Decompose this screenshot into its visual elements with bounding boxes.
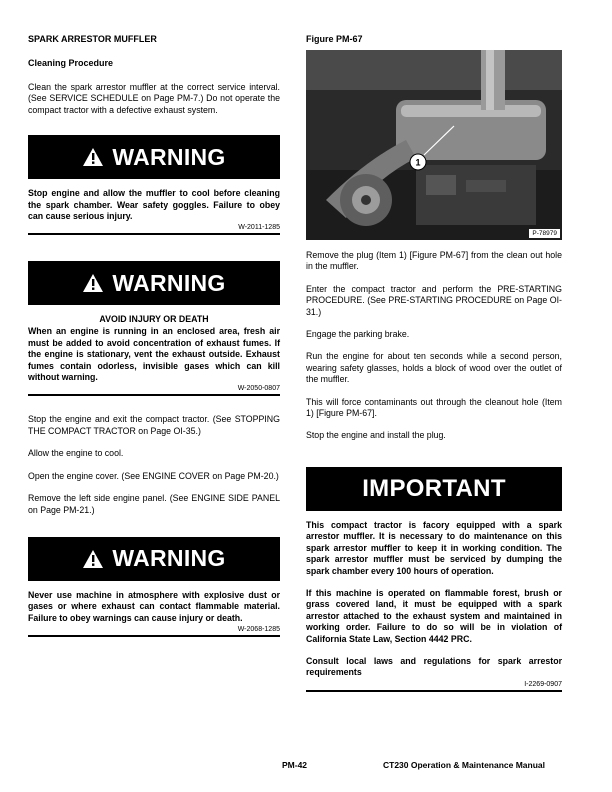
- warning-triangle-icon: [82, 549, 104, 569]
- engine-photo: [306, 50, 562, 240]
- muffler-photo-illustration: [306, 50, 562, 240]
- step-paragraph: Allow the engine to cool.: [28, 448, 124, 459]
- step-paragraph: Stop the engine and install the plug.: [306, 430, 446, 441]
- intro-paragraph: Clean the spark arrestor muffler at the correct service interval. (See SERVICE SCHEDULE on Page PM-7.) Do not operate the compact tractor with a defective exhaust system.: [28, 82, 280, 115]
- warning-code-1: W-2011-1285: [238, 224, 280, 232]
- step-paragraph: Open the engine cover. (See ENGINE COVER on Page PM-20.): [28, 470, 279, 481]
- important-code: I-2269-0907: [524, 680, 562, 688]
- divider: [306, 690, 562, 692]
- right-column: [306, 34, 562, 702]
- warning-triangle-icon: [82, 273, 104, 293]
- warning-banner-2: [28, 261, 280, 305]
- figure-callout-label: 1: [415, 157, 421, 168]
- step-paragraph: Run the engine for about ten seconds while a second person, wearing safety glasses, holds a block of wood over the outlet of the muffler.: [306, 351, 562, 385]
- manual-title: CT230 Operation & Maintenance Manual: [383, 760, 546, 770]
- important-label: IMPORTANT: [362, 474, 506, 502]
- important-paragraph-2: If this machine is operated on flammable forest, brush or grass covered land, it must be equipped with a spark arrestor attached to the exhaust system and maintained in working order. Failure to do so will be in violation of California State Law, Section 4442 PRC.: [306, 587, 562, 644]
- important-paragraph-1: This compact tractor is facory equipped with a spark arrestor muffler. It is necessary to do maintenance on this spark arrestor muffler to keep it in working condition. The spark arrestor muffler must be serviced by dumping the spark chamber every 100 hours of operation.: [306, 519, 562, 576]
- warning-label: WARNING: [112, 545, 226, 572]
- step-paragraph: Remove the plug (Item 1) [Figure PM-67] from the clean out hole in the muffler.: [306, 250, 562, 272]
- step-paragraph: Engage the parking brake.: [306, 329, 410, 340]
- page-number: PM-42: [282, 760, 308, 770]
- warning-triangle-icon: [82, 147, 104, 167]
- subheading: Cleaning Procedure: [28, 58, 114, 68]
- figure-code: P-78979: [529, 229, 560, 238]
- important-banner: [306, 467, 562, 511]
- divider: [28, 635, 280, 637]
- warning-text-3: Never use machine in atmosphere with explosive dust or gases or where exhaust can contact flammable material. Failure to obey warnings can cause injury or death.: [28, 589, 280, 623]
- divider: [28, 394, 280, 396]
- important-paragraph-3: Consult local laws and regulations for spark arrestor requirements: [306, 655, 562, 678]
- step-paragraph: Stop the engine and exit the compact tractor. (See STOPPING THE COMPACT TRACTOR on Page OI-35.): [28, 414, 280, 436]
- divider: [28, 233, 280, 235]
- step-paragraph: Remove the left side engine panel. (See ENGINE SIDE PANEL on Page PM-21.): [28, 493, 280, 515]
- step-paragraph: Enter the compact tractor and perform the PRE-STARTING PROCEDURE. (See PRE-STARTING PROCEDURE on Page OI-31.): [306, 283, 562, 317]
- warning-label: WARNING: [112, 143, 226, 170]
- avoid-injury-heading: AVOID INJURY OR DEATH: [99, 314, 209, 325]
- warning-code-3: W-2068-1285: [237, 626, 280, 634]
- figure-title: Figure PM-67: [306, 34, 363, 44]
- warning-banner-1: [28, 135, 280, 179]
- step-paragraph: This will force contaminants out through the cleanout hole (Item 1) [Figure PM-67].: [306, 396, 562, 419]
- warning-banner-3: [28, 537, 280, 581]
- left-column: [28, 34, 280, 647]
- warning-code-2: W-2050-0807: [237, 385, 280, 393]
- warning-text-1: Stop engine and allow the muffler to cool before cleaning the spark chamber. Wear safety goggles. Failure to obey can cause serious injury.: [28, 188, 280, 222]
- warning-text-2: When an engine is running in an enclosed area, fresh air must be added to avoid concentration of exhaust fumes. If the engine is stationary, vent the exhaust outside. Exhaust fumes contain odorless, invisible gases which can kill without warning.: [28, 326, 280, 383]
- warning-label: WARNING: [112, 269, 226, 296]
- section-title: SPARK ARRESTOR MUFFLER: [28, 34, 157, 44]
